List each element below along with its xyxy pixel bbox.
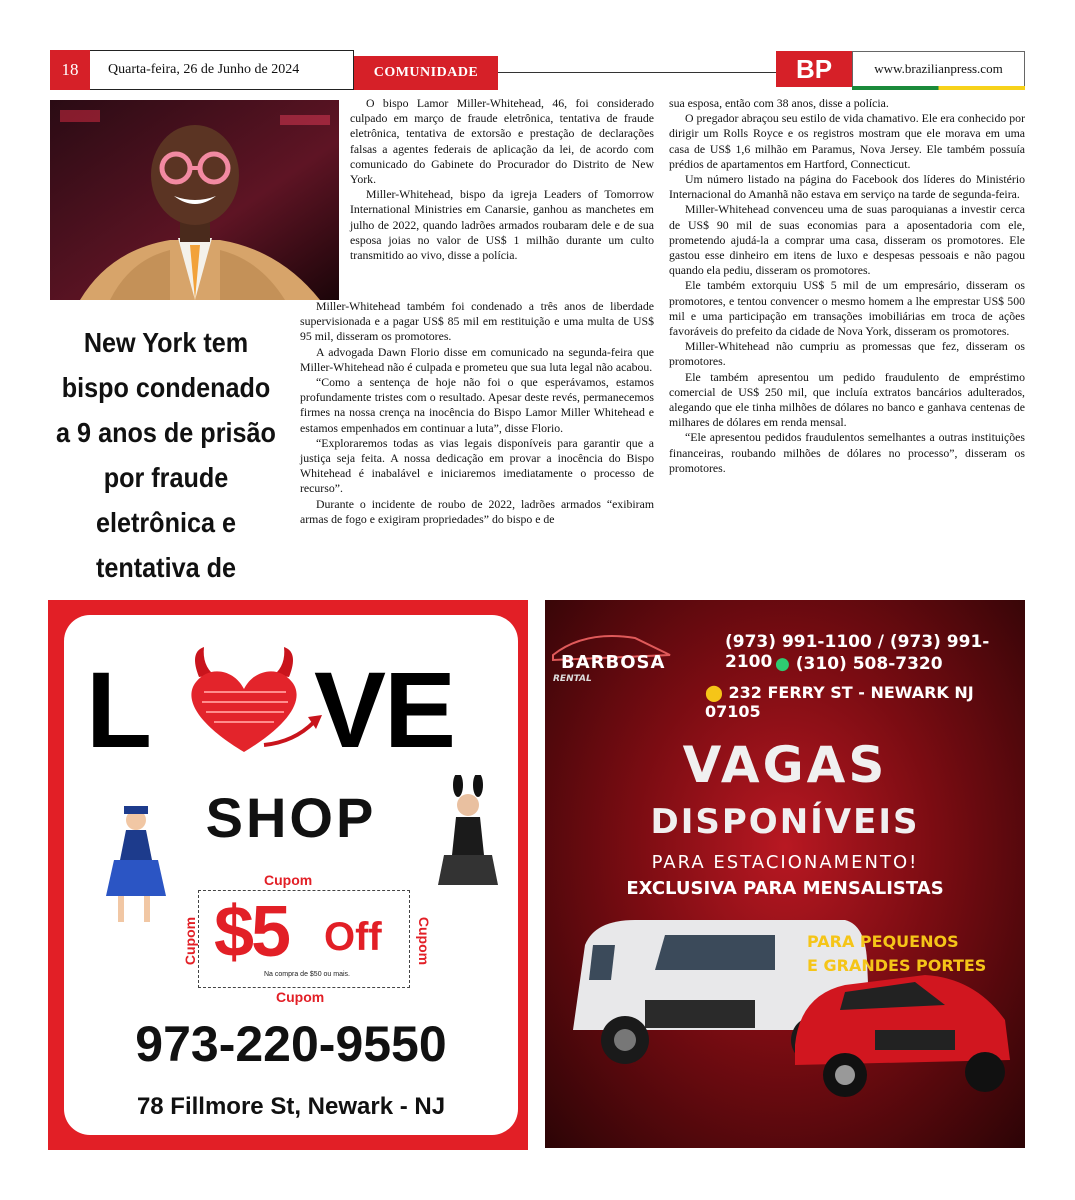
paragraph: Miller-Whitehead, bispo da igreja Leaders of Tomorrow International Ministries em Canarsie, ganhou as manchetes em julho de 2022, quando ladrões armados roubaram dele e de sua esposa joias no valor de US$ 1 milhão durante um culto transmitido ao vivo, disse a polícia. [350,187,654,263]
mensalistas-subtitle: EXCLUSIVA PARA MENSALISTAS [626,878,944,899]
barbosa-brand: BARBOSA [561,652,666,673]
paragraph: Ele também apresentou um pedido fraudulento de empréstimo comercial de US$ 250 mil, que incluía extratos bancários adulterados, alegando que ele tinha milhões de dólares no banco e ganhava centenas de milhares de dólares em renda mensal. [669,369,1025,430]
vagas-headline: VAGAS [682,736,888,794]
paragraph-continuation: sua esposa, então com 38 anos, disse a polícia. [669,96,889,110]
love-shop-phone[interactable]: 973-220-9550 [135,1016,447,1072]
coupon-label-bottom: Cupom [276,989,325,1005]
coupon-label-right: Cupom [416,916,433,966]
paragraph: Miller-Whitehead não cumpriu as promessas que fez, disseram os promotores. [669,339,1025,369]
barbosa-rental-label: RENTAL [553,674,592,684]
whatsapp-icon: ● [775,654,790,674]
love-logo [64,649,518,770]
paragraph: Um número listado na página do Facebook dos líderes do Ministério Internacional do Amanhã não estava em serviço na tarde de segunda-feira. [669,172,1025,202]
love-shop-ad[interactable] [48,600,528,1150]
paragraph: O bispo Lamor Miller-Whitehead, 46, foi considerado culpado em março de fraude eletrônica, tentativa de fraude eletrônica, tentativa de extorsão e prestação de declarações falsas a agentes federais de aplicação da lei, de acordo com comunicado do Gabinete do Procurador do Distrito de New York. [350,96,654,187]
coupon-price: $5 [214,892,289,972]
location-pin-icon: ⬤ [705,683,723,702]
site-url[interactable]: www.brazilianpress.com [852,51,1025,87]
paragraph: “Ele apresentou pedidos fraudulentos semelhantes a outras instituições financeiras, roubando milhões de dólares no processo”, disseram os promotores. [669,430,1025,475]
sailor-costume-figure [94,800,174,930]
disponiveis-headline: DISPONÍVEIS [650,802,920,842]
paragraph: O pregador abraçou seu estilo de vida chamativo. Ele era conhecido por dirigir um Rolls Royce e os registros mostram que ele morava em uma casa de US$ 1,6 milhão em Paramus, Nova Jersey. Ele também possuía prédios de apartamentos em Hartford, Connecticut. [669,111,1025,171]
article-column-2 [669,96,1025,476]
paragraph: Miller-Whitehead convenceu uma de suas paroquianas a investir cerca de US$ 90 mil de suas economias para a aposentadoria com ele, prometendo ajudá-la a comprar uma casa, disseram os promotores. Ele gastou esse dinheiro em itens de luxo e despesas pessoais e não pagou quando ela pediu, disseram os promotores. [669,202,1025,278]
shop-title: SHOP [205,786,377,849]
bishop-photo [50,100,339,300]
devil-heart-icon [174,647,324,767]
article-column-1-bottom [300,299,654,527]
bishop-photo-illustration [50,100,339,300]
sizes-line-1: PARA PEQUENOS [807,932,959,951]
paragraph: “Exploraremos todas as vias legais disponíveis para garantir que a justiça seja feita. A nossa dedicação em provar a inocência do Bispo Whitehead é inabalável e iniciaremos imediatamente o processo de recurso”. [300,435,654,496]
coupon-label-top: Cupom [264,872,313,888]
love-letter-l: L [86,649,150,770]
header-divider [498,72,776,73]
barbosa-address [705,683,1025,721]
estacionamento-subtitle: PARA ESTACIONAMENTO! [651,852,919,873]
issue-date: Quarta-feira, 26 de Junho de 2024 [90,50,354,90]
barbosa-phones[interactable]: (973) 991-1100 / (973) 991-2100 [725,632,990,672]
paragraph: “Como a sentença de hoje não foi o que esperávamos, estamos profundamente tristes com o resultado. Apesar deste revés, permanecemos firmes na nossa crença na inocência do Bispo Lamor Miller Whitehead e estamos empenhados em continuar a luta”, disse Florio. [300,375,654,435]
love-shop-card [64,615,518,1135]
paragraph: A advogada Dawn Florio disse em comunicado na segunda-feira que Miller-Whitehead não é culpada e prometeu que sua luta legal não acabou. [300,344,654,374]
coupon-off: Off [324,915,382,959]
paragraph: Miller-Whitehead também foi condenado a três anos de liberdade supervisionada e a pagar US$ 85 mil em restituição e uma multa de US$ 95 mil, disseram os promotores. [300,299,654,344]
address-text: 232 FERRY ST - NEWARK NJ 07105 [705,683,974,721]
paragraph: Ele também extorquiu US$ 5 mil de um empresário, disseram os promotores, e tentou convencer o mesmo homem a lhe emprestar US$ 500 mil e uma participação em transações imobiliárias em troca de ações favoráveis do prefeito da cidade de Nova York, disseram os promotores. [669,278,1025,339]
love-shop-address: 78 Fillmore St, Newark - NJ [136,1093,446,1120]
whatsapp-number: (310) 508-7320 [795,654,943,674]
barbosa-rental-ad[interactable] [545,600,1025,1148]
article-column-1-top [350,96,654,263]
bunny-costume-figure [428,775,508,905]
sizes-line-2: E GRANDES PORTES [807,956,987,975]
coupon-minimum: Na compra de $50 ou mais. [264,971,350,978]
article-headline: New York tem bispo condenado a 9 anos de prisão por fraude eletrônica e tentativa de [56,327,276,583]
flag-stripe [852,86,1025,90]
page-number: 18 [50,50,90,90]
paragraph: Durante o incidente de roubo de 2022, ladrões armados “exibiram armas de fogo e exigiram propriedades” do bispo e de [300,496,654,526]
love-letters-ve: VE [314,649,455,770]
barbosa-whatsapp[interactable] [775,654,943,674]
section-label: COMUNIDADE [354,56,498,90]
coupon-label-left: Cupom [182,916,199,966]
brazilian-press-logo: BP [776,51,852,87]
